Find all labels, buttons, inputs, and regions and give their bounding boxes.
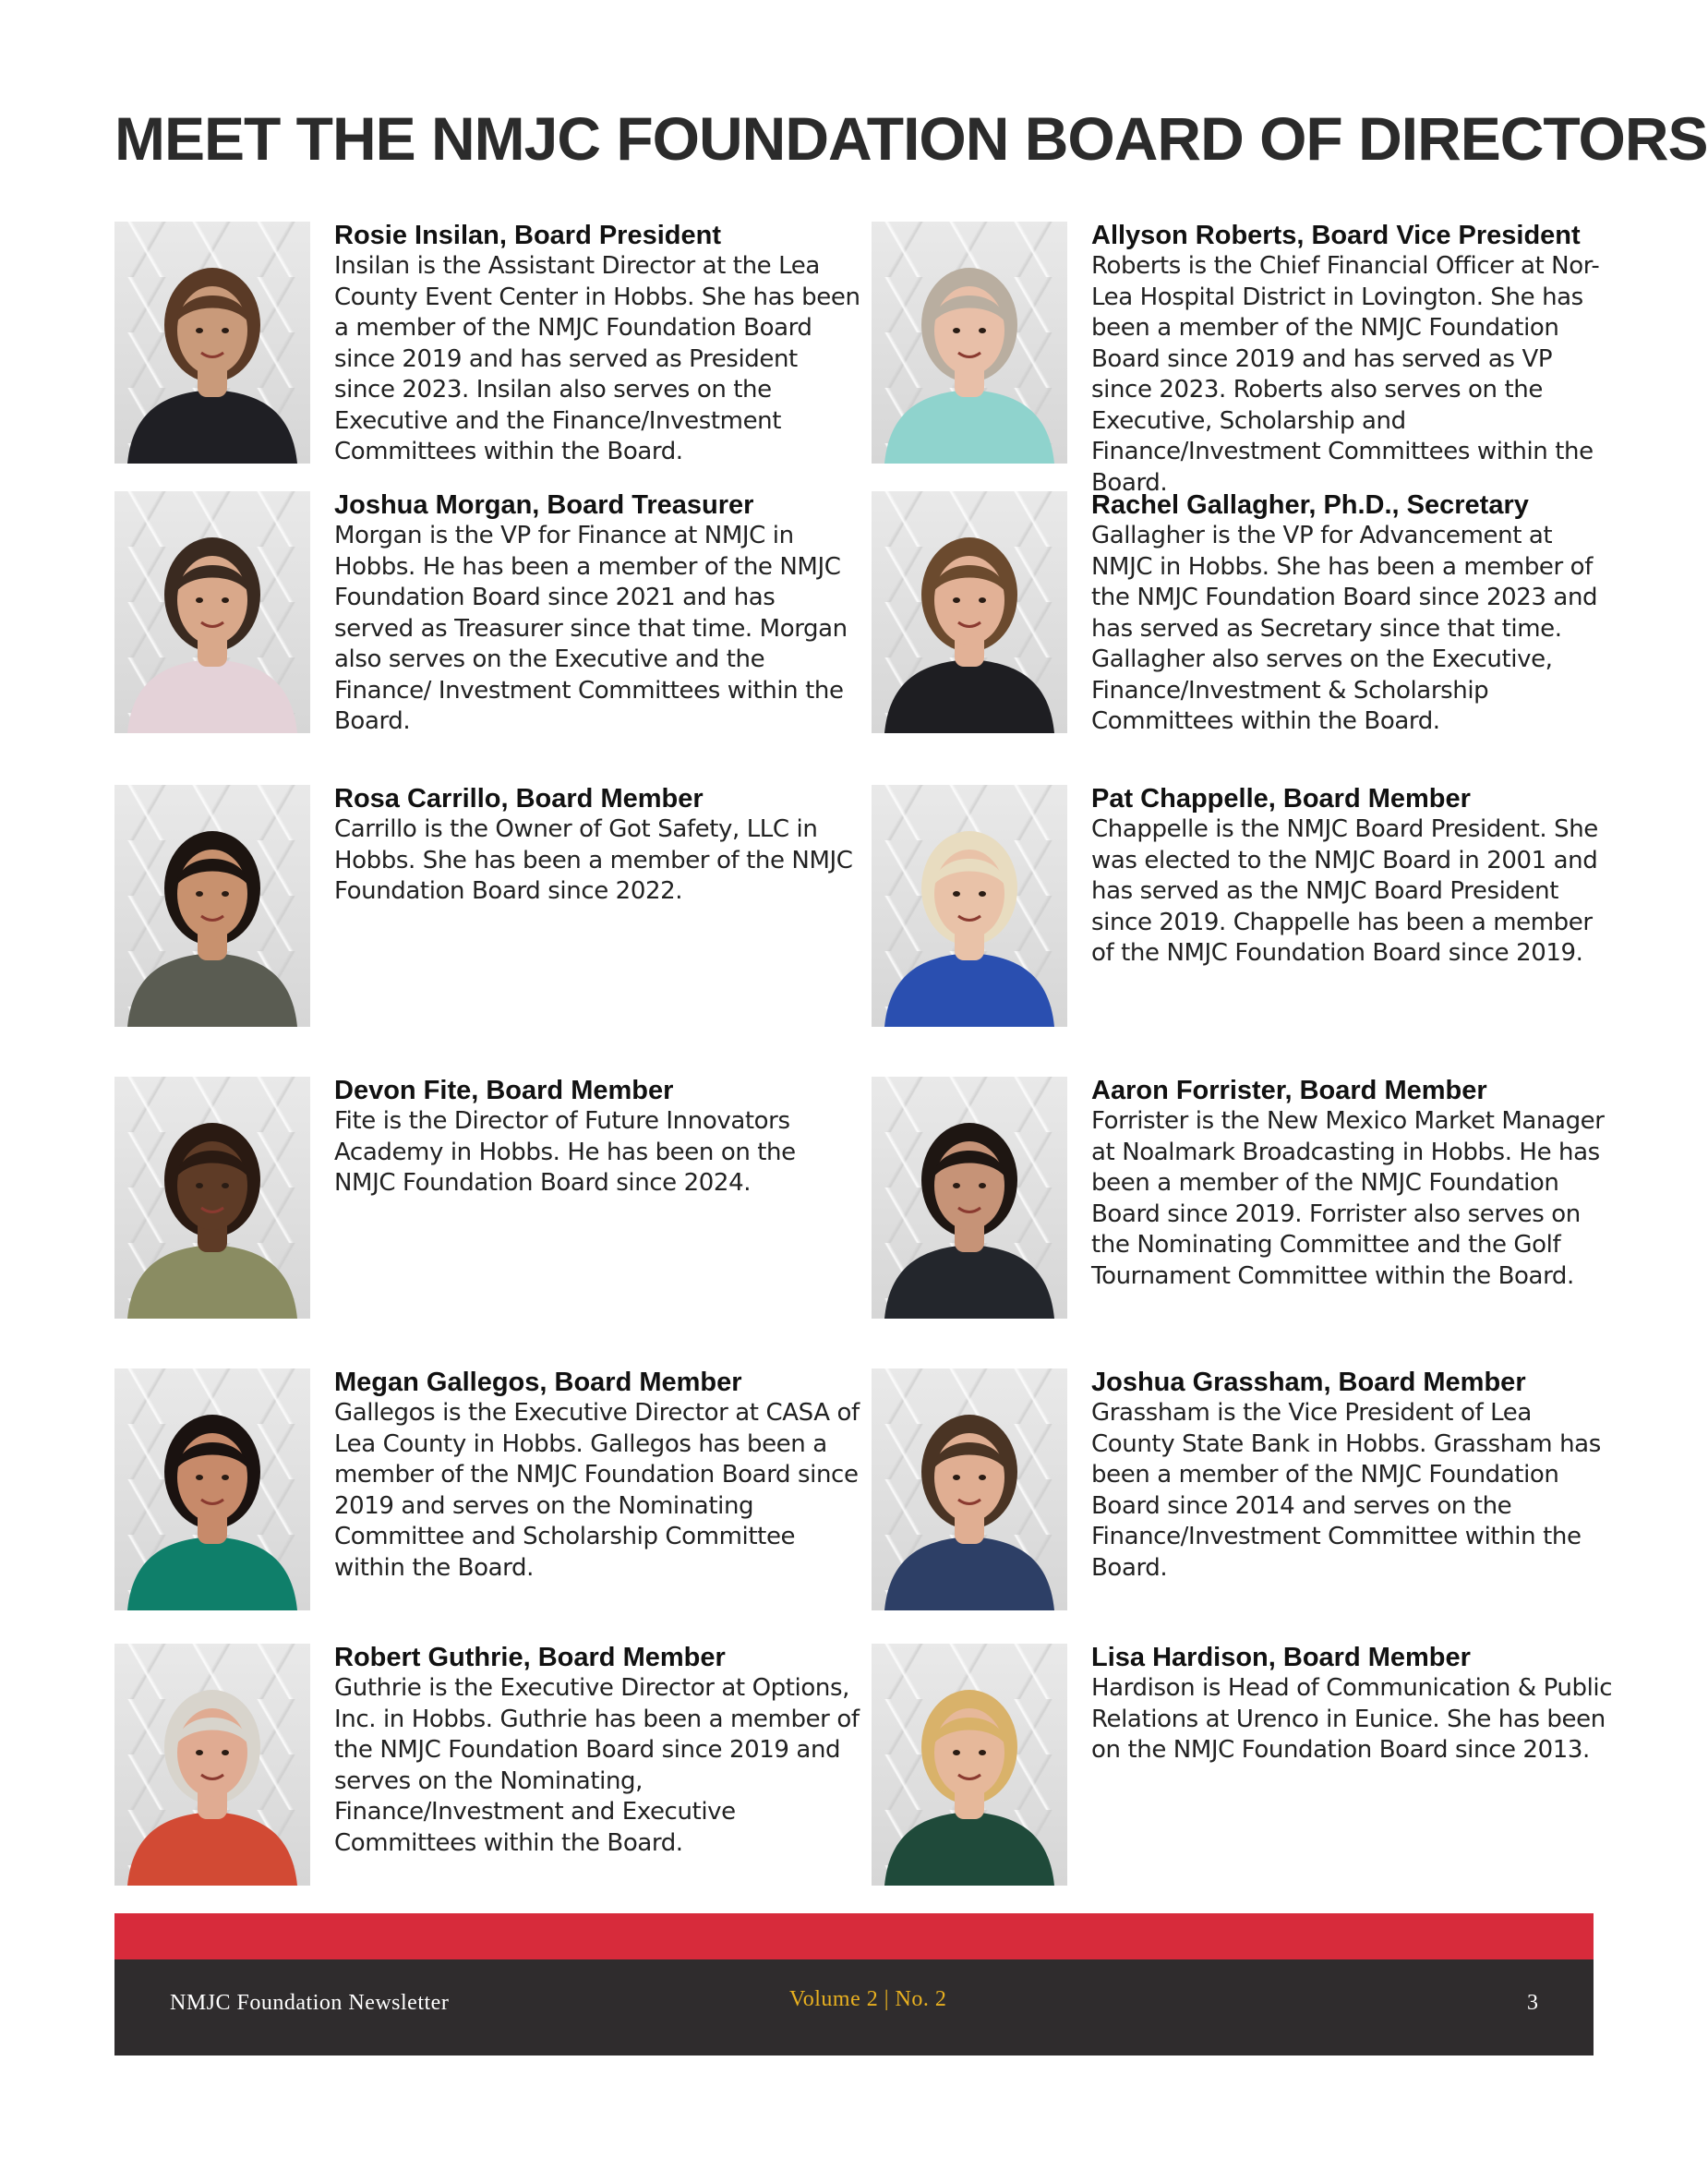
member-text — [334, 783, 860, 908]
member-photo — [872, 785, 1067, 1027]
member-photo — [114, 785, 310, 1027]
member-name: Allyson Roberts, Board Vice President — [1091, 221, 1581, 250]
member-photo — [872, 491, 1067, 733]
member-name: Rosa Carrillo, Board Member — [334, 784, 704, 814]
member-bio: Chappelle is the NMJC Board President. She was elected to the NMJC Board in 2001 and has served as the NMJC Board President since 2019. Chappelle has been a member of the NMJC Foundation Board since 2019. — [1091, 815, 1598, 967]
member-text — [1091, 1367, 1618, 1584]
member-bio: Morgan is the VP for Finance at NMJC in Hobbs. He has been a member of the NMJC Foundation Board since 2021 and has served as Treasurer since that time. Morgan also serves on the Executive and the Finance/ Investment Committees within the Board. — [334, 522, 848, 735]
member-name: Rachel Gallagher, Ph.D., Secretary — [1091, 490, 1529, 520]
member-bio: Forrister is the New Mexico Market Manager at Noalmark Broadcasting in Hobbs. He has been a member of the NMJC Foundation Board since 2019. Forrister also serves on the Nominating Committee and the Golf Tournament Committee within the Board. — [1091, 1107, 1605, 1290]
board-member-card — [114, 1368, 860, 1618]
board-member-card — [872, 1077, 1610, 1326]
member-name: Joshua Grassham, Board Member — [1091, 1368, 1526, 1397]
footer — [114, 1959, 1594, 2055]
footer-accent-bar — [114, 1913, 1594, 1959]
board-member-card — [872, 1643, 1613, 1893]
board-member-card — [114, 785, 853, 1034]
member-name: Megan Gallegos, Board Member — [334, 1368, 742, 1397]
board-member-card — [872, 1368, 1610, 1618]
member-bio: Fite is the Director of Future Innovators Academy in Hobbs. He has been on the NMJC Foundation Board since 2024. — [334, 1107, 796, 1197]
member-bio: Grassham is the Vice President of Lea County State Bank in Hobbs. Grassham has been a member of the NMJC Foundation Board since 2014 and serves on the Finance/Investment Committee within the Board. — [1091, 1399, 1601, 1582]
member-name: Robert Guthrie, Board Member — [334, 1643, 726, 1672]
board-member-card — [114, 1077, 853, 1326]
member-text — [334, 489, 860, 738]
board-member-card — [872, 221, 1610, 497]
member-text — [334, 1367, 860, 1584]
member-text — [334, 220, 860, 468]
member-photo — [872, 1368, 1067, 1610]
newsletter-name: NMJC Foundation Newsletter — [170, 1991, 450, 2015]
board-member-card — [872, 785, 1610, 1034]
member-photo — [872, 222, 1067, 464]
page-number: 3 — [1527, 1991, 1538, 2015]
board-member-card — [114, 491, 853, 741]
member-bio: Gallegos is the Executive Director at CASA of Lea County in Hobbs. Gallegos has been a member of the NMJC Foundation Board since 2019 and serves on the Nominating Committee and Scholarship Committee within the Board. — [334, 1399, 860, 1582]
member-bio: Gallagher is the VP for Advancement at NMJC in Hobbs. She has been a member of the NMJC Foundation Board since 2023 and has served as Secretary since that time. Gallagher also serves on the Executive, Finance/Investment & Scholarship Committees within the Board. — [1091, 522, 1598, 735]
issue-number: Volume 2 | No. 2 — [789, 1987, 947, 2011]
member-text — [1091, 783, 1618, 970]
member-name: Joshua Morgan, Board Treasurer — [334, 490, 754, 520]
member-photo — [114, 222, 310, 464]
member-bio: Insilan is the Assistant Director at the Lea County Event Center in Hobbs. She has been a member of the NMJC Foundation Board since 2019 and has served as President since 2023. Insilan also serves on the Executive and the Finance/Investment Committees within the Board. — [334, 252, 860, 465]
member-photo — [114, 1368, 310, 1610]
member-text — [1091, 489, 1618, 738]
member-photo — [114, 1644, 310, 1886]
member-name: Pat Chappelle, Board Member — [1091, 784, 1471, 814]
member-photo — [872, 1644, 1067, 1886]
page-title: MEET THE NMJC FOUNDATION BOARD OF DIRECTORS — [114, 104, 1708, 173]
board-member-card — [872, 491, 1610, 741]
member-bio: Guthrie is the Executive Director at Options, Inc. in Hobbs. Guthrie has been a member of the NMJC Foundation Board since 2019 and serves on the Nominating, Finance/Investment and Executive Committees within the Board. — [334, 1674, 860, 1857]
member-name: Devon Fite, Board Member — [334, 1076, 674, 1105]
member-text — [1091, 1075, 1618, 1292]
member-photo — [114, 1077, 310, 1319]
member-name: Aaron Forrister, Board Member — [1091, 1076, 1487, 1105]
member-photo — [114, 491, 310, 733]
member-text — [334, 1075, 860, 1200]
member-name: Rosie Insilan, Board President — [334, 221, 721, 250]
member-name: Lisa Hardison, Board Member — [1091, 1643, 1471, 1672]
member-text — [1091, 1642, 1618, 1766]
member-bio: Roberts is the Chief Financial Officer at Nor-Lea Hospital District in Lovington. She has been a member of the NMJC Foundation Board since 2019 and has served as VP since 2023. Roberts also serves on the Executive, Scholarship and Finance/Investment Committees within the Board. — [1091, 252, 1600, 497]
board-member-card — [114, 221, 860, 471]
member-text — [334, 1642, 860, 1859]
member-photo — [872, 1077, 1067, 1319]
member-bio: Carrillo is the Owner of Got Safety, LLC in Hobbs. She has been a member of the NMJC Foundation Board since 2022. — [334, 815, 853, 905]
board-member-card — [114, 1643, 860, 1893]
member-text — [1091, 220, 1618, 499]
member-bio: Hardison is Head of Communication & Public Relations at Urenco in Eunice. She has been on the NMJC Foundation Board since 2013. — [1091, 1674, 1613, 1764]
